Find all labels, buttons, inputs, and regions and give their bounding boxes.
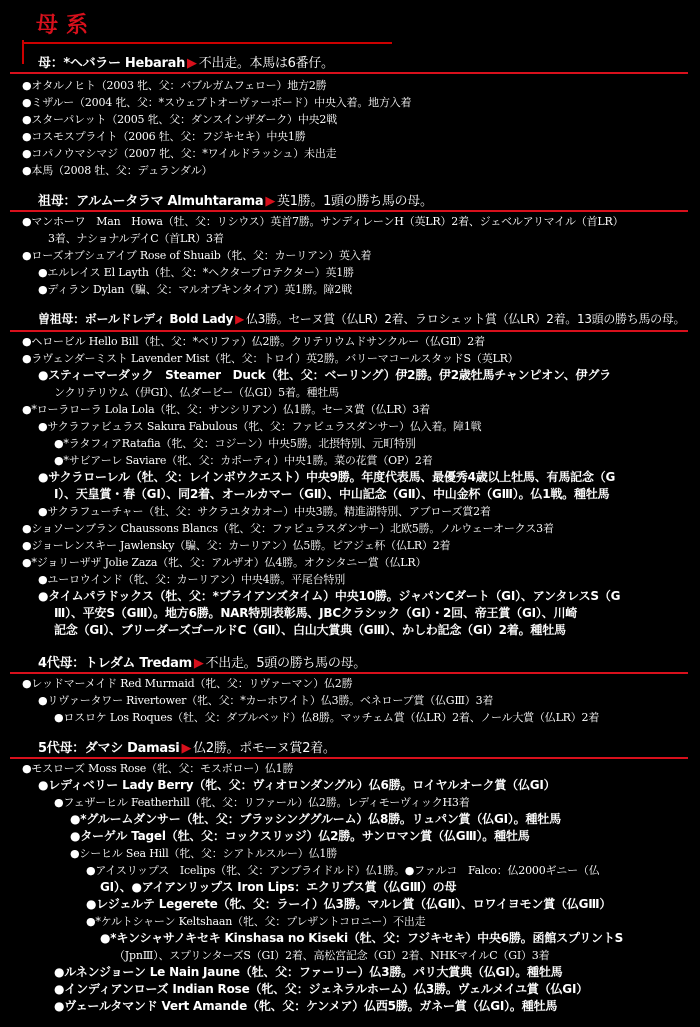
- list-item: ●ユーロウインド（牝、父：カーリアン）中央4勝。平尾台特別: [38, 573, 346, 586]
- list-item: ●*ローラローラ Lola Lola（牝、父：サンシリアン）仏1勝。セーヌ賞（仏LR）3着: [22, 403, 430, 416]
- list-item: ●モスローズ Moss Rose（牝、父：モスボロー）仏1勝: [22, 762, 294, 775]
- list-item: ●リヴァータワー Rivertower（牝、父：*カーホワイト）仏3勝。ベネロープ賞（仏GⅢ）3着: [38, 694, 494, 707]
- list-item: GⅠ）、●アイアンリップス Iron Lips：エクリプス賞（仏GⅢ）の母: [100, 880, 457, 894]
- list-item: ●オタルノヒト（2003 牝、父：バブルガムフェロー）地方2勝: [22, 79, 327, 92]
- list-item: （JpnⅢ）、スプリンターズS（GⅠ）2着、高松宮記念（GⅠ）2着、NHKマイルC（GⅠ）3着: [114, 949, 550, 962]
- list-item: ●タイムパラドックス（牡、父：*ブライアンズタイム）中央10勝。ジャパンCダート（GⅠ）、アンタレスS（G: [38, 589, 621, 603]
- list-item: ●シーヒル Sea Hill（牝、父：シアトルスルー）仏1勝: [70, 847, 338, 860]
- list-item: ●本馬（2008 牡、父：デュランダル）: [22, 164, 213, 177]
- list-item: ●フェザーヒル Featherhill（牝、父：リファール）仏2勝。レディモーヴィックH3着: [54, 796, 470, 809]
- title-underline: [22, 42, 392, 44]
- list-item: 記念（GⅠ）、ブリーダーズゴールドC（GⅡ）、白山大賞典（GⅢ）、かしわ記念（GⅠ）2着。種牡馬: [54, 623, 566, 637]
- list-item: ●ローズオブシュアイブ Rose of Shuaib（牝、父：カーリアン）英入着: [22, 249, 372, 262]
- title-vertical-line: [22, 40, 24, 64]
- list-item: ●ヴェールタマンド Vert Amande（牝、父：ケンメア）仏西5勝。ガネー賞（仏GⅠ）。種牡馬: [54, 999, 558, 1013]
- list-item: 3着、ナショナルデイC（首LR）3着: [48, 232, 224, 245]
- list-item: ●ショソーンブラン Chaussons Blancs（牝、父：ファビュラスダンサー）北欧5勝。ノルウェーオークス3着: [22, 522, 554, 535]
- list-item: ●*ジョリーザザ Jolie Zaza（牝、父：アルザオ）仏4勝。オクシタニー賞（仏LR）: [22, 556, 427, 569]
- section-rule: [10, 210, 688, 212]
- list-item: ●アイスリップス Icelips（牝、父：アンブライドルド）仏1勝。●ファルコ Falco：仏2000ギニー（仏: [86, 864, 600, 877]
- list-item: Ⅰ）、天皇賞・春（GⅠ）、同2着、オールカマー（GⅡ）、中山記念（GⅡ）、中山金杯（GⅢ）。仏1戦。種牡馬: [54, 487, 610, 501]
- list-item: ●インディアンローズ Indian Rose（牝、父：ジェネラルホーム）仏3勝。ヴェルメイユ賞（仏GⅠ）: [54, 982, 589, 996]
- section-rule: [10, 72, 688, 74]
- list-item: ●エルレイス El Layth（牡、父：*ヘクタープロテクター）英1勝: [38, 266, 354, 279]
- list-item: ●サクラローレル（牡、父：レインボウクエスト）中央9勝。年度代表馬、最優秀4歳以上牡馬、有馬記念（G: [38, 470, 616, 484]
- list-item: ●ディラン Dylan（騙、父：マルオブキンタイア）英1勝。障2戦: [38, 283, 352, 296]
- section-rule: [10, 330, 688, 332]
- list-item: ●ターゲル Tagel（牡、父：コックスリッジ）仏2勝。サンロマン賞（仏GⅢ）。種牡馬: [70, 829, 530, 843]
- list-item: ●スティーマーダック Steamer Duck（牡、父：ベーリング）伊2勝。伊2歳牡馬チャンピオン、伊グラ: [38, 368, 611, 382]
- list-item: ●ミザルー（2004 牝、父：*スウェプトオーヴァーボード）中央入着。地方入着: [22, 96, 412, 109]
- list-item: ●*グルームダンサー（牡、父：ブラッシンググルーム）仏8勝。リュパン賞（仏GⅠ）。種牡馬: [70, 812, 561, 826]
- list-item: ●コパノウマシマジ（2007 牝、父：*ワイルドラッシュ）未出走: [22, 147, 337, 160]
- list-item: ●*ラタフィアRatafia（牝、父：コジーン）中央5勝。北摂特別、元町特別: [54, 437, 416, 450]
- section-header: 母：*ヘバラー Hebarah ▶ 不出走。本馬は6番仔。: [38, 56, 334, 71]
- list-item: ●*キンシャサノキセキ Kinshasa no Kiseki（牡、父：フジキセキ）中央6勝。函館スプリントS: [100, 931, 624, 945]
- section-header: 祖母：アルムータラマ Almuhtarama ▶ 英1勝。1頭の勝ち馬の母。: [38, 194, 433, 209]
- list-item: ●*ケルトシャーン Keltshaan（牝、父：プレザントコロニー）不出走: [86, 915, 426, 928]
- list-item: ●ロスロケ Los Roques（牡、父：ダブルベッド）仏8勝。マッチェム賞（仏LR）2着、ノール大賞（仏LR）2着: [54, 711, 600, 724]
- list-item: ●*サビアーレ Saviare（牝、父：カポーティ）中央1勝。菜の花賞（OP）2着: [54, 454, 433, 467]
- section-rule: [10, 757, 688, 759]
- list-item: ●マンホーワ Man Howa（牡、父：リシウス）英首7勝。サンディレーンH（英LR）2着、ジェベルアリマイル（首LR）: [22, 215, 624, 228]
- list-item: ●ヘロービル Hello Bill（牡、父：*ベリファ）仏2勝。クリテリウムドサンクルー（仏GⅡ）2着: [22, 335, 485, 348]
- list-item: ●レディベリー Lady Berry（牝、父：ヴィオロンダングル）仏6勝。ロイヤルオーク賞（仏GⅠ）: [38, 778, 556, 792]
- list-item: ●ラヴェンダーミスト Lavender Mist（牝、父：トロイ）英2勝。バリーマコールスタッドS（英LR）: [22, 352, 519, 365]
- list-item: ●スターパレット（2005 牝、父：ダンスインザダーク）中央2戦: [22, 113, 338, 126]
- section-rule: [10, 672, 688, 674]
- list-item: ンクリテリウム（伊GⅠ）、仏ダービー（仏GⅠ）5着。種牡馬: [54, 386, 339, 399]
- list-item: ●コスモスプライト（2006 牡、父：フジキセキ）中央1勝: [22, 130, 306, 143]
- page-title: 母系: [36, 13, 97, 38]
- list-item: ●ジョーレンスキー Jawlensky（騙、父：カーリアン）仏5勝。ピアジェ杯（仏LR）2着: [22, 539, 451, 552]
- list-item: ●ルネンジョーン Le Nain Jaune（牡、父：ファーリー）仏3勝。パリ大賞典（仏GⅠ）。種牡馬: [54, 965, 563, 979]
- section-header: 5代母：ダマシ Damasi ▶ 仏2勝。ポモーヌ賞2着。: [38, 741, 336, 756]
- list-item: Ⅲ）、平安S（GⅢ）。地方6勝。NAR特別表彰馬、JBCクラシック（GⅠ）・2回、帝王賞（GⅠ）、川崎: [54, 606, 578, 620]
- list-item: ●サクラファビュラス Sakura Fabulous（牝、父：ファビュラスダンサー）仏入着。障1戦: [38, 420, 482, 433]
- header-bar: [0, 0, 700, 46]
- section-header: 曽祖母：ボールドレディ Bold Lady ▶ 仏3勝。セーヌ賞（仏LR）2着、ラロシェット賞（仏LR）2着。13頭の勝ち馬の母。: [38, 312, 686, 326]
- list-item: ●レジェルテ Legerete（牝、父：ラーイ）仏3勝。マルレ賞（仏GⅡ）、ロワイヨモン賞（仏GⅢ）: [86, 897, 612, 911]
- list-item: ●サクラフューチャー（牡、父：サクラユタカオー）中央3勝。精進湖特別、アブローズ賞2着: [38, 505, 491, 518]
- list-item: ●レッドマーメイド Red Murmaid（牝、父：リヴァーマン）仏2勝: [22, 677, 353, 690]
- section-header: 4代母：トレダム Tredam ▶ 不出走。5頭の勝ち馬の母。: [38, 656, 366, 671]
